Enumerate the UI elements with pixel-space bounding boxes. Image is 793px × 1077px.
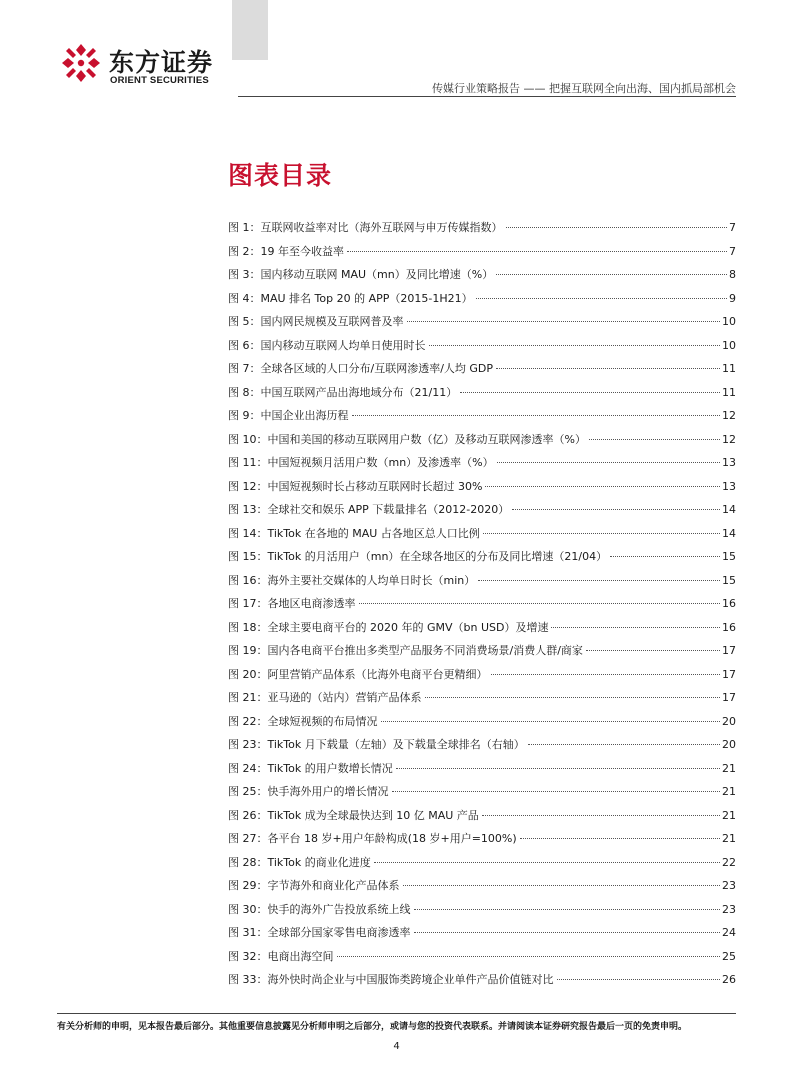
toc-entry[interactable] [228, 313, 736, 337]
toc-entry-page[interactable]: 21 [722, 761, 736, 775]
toc-entry[interactable] [228, 548, 736, 572]
toc-entry[interactable] [228, 266, 736, 290]
toc-entry-label[interactable]: 图 32：电商出海空间 [228, 949, 334, 963]
toc-dot-leader [491, 674, 721, 675]
toc-entry[interactable] [228, 736, 736, 760]
toc-entry-label[interactable]: 图 18：全球主要电商平台的 2020 年的 GMV（bn USD）及增速 [228, 620, 549, 634]
toc-dot-leader [414, 932, 721, 933]
toc-dot-leader [482, 815, 720, 816]
toc-entry-page[interactable]: 7 [729, 244, 736, 258]
toc-entry[interactable] [228, 525, 736, 549]
toc-entry-page[interactable]: 8 [729, 268, 736, 281]
report-header-title: 传媒行业策略报告 —— 把握互联网全向出海、国内抓局部机会 [432, 82, 736, 95]
toc-dot-leader [497, 462, 720, 463]
toc-entry-label[interactable]: 图 19：国内各电商平台推出多类型产品服务不同消费场景/消费人群/商家 [228, 644, 583, 657]
toc-entry-page[interactable]: 20 [722, 738, 736, 751]
toc-entry[interactable] [228, 689, 736, 713]
toc-dot-leader [478, 580, 720, 581]
toc-entry-label[interactable]: 图 30：快手的海外广告投放系统上线 [228, 902, 411, 916]
toc-entry-page[interactable]: 12 [722, 432, 736, 446]
toc-dot-leader [429, 345, 721, 346]
toc-entry[interactable] [228, 501, 736, 525]
toc-entry-label[interactable]: 图 25：快手海外用户的增长情况 [228, 785, 389, 798]
toc-entry-label[interactable]: 图 31：全球部分国家零售电商渗透率 [228, 926, 411, 939]
toc-entry[interactable] [228, 948, 736, 972]
toc-entry-page[interactable]: 17 [722, 644, 736, 657]
toc-entry-label[interactable]: 图 28：TikTok 的商业化进度 [228, 855, 371, 869]
toc-entry-page[interactable]: 14 [722, 526, 736, 540]
page-number: 4 [393, 1041, 400, 1052]
toc-entry[interactable] [228, 760, 736, 784]
toc-entry-page[interactable]: 21 [722, 785, 736, 798]
toc-dot-leader [347, 251, 727, 252]
toc-entry-label[interactable]: 图 7：全球各区域的人口分布/互联网渗透率/人均 GDP [228, 362, 494, 375]
toc-entry[interactable] [228, 290, 736, 314]
toc-entry-label[interactable]: 图 13：全球社交和娱乐 APP 下载量排名（2012-2020） [228, 503, 510, 516]
toc-dot-leader [483, 533, 720, 534]
toc-entry-page[interactable]: 21 [722, 808, 736, 822]
toc-entry-label[interactable]: 图 16：海外主要社交媒体的人均单日时长（min） [228, 573, 476, 587]
toc-entry[interactable] [228, 407, 736, 431]
toc-entry-label[interactable]: 图 9：中国企业出海历程 [228, 409, 349, 422]
toc-dot-leader [414, 909, 721, 910]
toc-dot-leader [403, 885, 721, 886]
toc-dot-leader [610, 556, 720, 557]
toc-dot-leader [496, 368, 720, 369]
toc-entry-label[interactable]: 图 21：亚马逊的（站内）营销产品体系 [228, 691, 422, 704]
toc-entry-page[interactable]: 13 [722, 456, 736, 469]
toc-entry-page[interactable]: 16 [722, 620, 736, 634]
toc-entry-page[interactable]: 23 [722, 902, 736, 916]
toc-dot-leader [460, 392, 720, 393]
toc-dot-leader [485, 486, 720, 487]
brand-logo [60, 42, 250, 88]
toc-entry[interactable] [228, 384, 736, 408]
toc-dot-leader [528, 744, 720, 745]
toc-entry-label[interactable]: 图 6：国内移动互联网人均单日使用时长 [228, 338, 426, 352]
orient-logo-icon [60, 42, 102, 84]
toc-entry-label[interactable]: 图 14：TikTok 在各地的 MAU 占各地区总人口比例 [228, 526, 480, 540]
brand-name-en: ORIENT SECURITIES [110, 75, 209, 86]
toc-entry-page[interactable]: 14 [722, 503, 736, 516]
toc-entry-label[interactable]: 图 1：互联网收益率对比（海外互联网与申万传媒指数） [228, 221, 503, 234]
toc-entry-page[interactable]: 15 [722, 550, 736, 563]
toc-entry-page[interactable]: 21 [722, 832, 736, 845]
toc-entry-label[interactable]: 图 24：TikTok 的用户数增长情况 [228, 761, 393, 775]
toc-entry[interactable] [228, 478, 736, 502]
toc-entry[interactable] [228, 971, 736, 995]
toc-entry-page[interactable]: 11 [722, 385, 736, 399]
toc-dot-leader [586, 650, 720, 651]
header-divider [238, 96, 736, 97]
toc-entry[interactable] [228, 854, 736, 878]
toc-entry-label[interactable]: 图 23：TikTok 月下载量（左轴）及下载量全球排名（右轴） [228, 738, 525, 751]
toc-entry-page[interactable]: 17 [722, 691, 736, 704]
toc-entry-page[interactable]: 24 [722, 926, 736, 939]
toc-entry-label[interactable]: 图 22：全球短视频的布局情况 [228, 714, 378, 728]
toc-entry-label[interactable]: 图 20：阿里营销产品体系（比海外电商平台更精细） [228, 667, 488, 681]
brand-name-cn: 东方证券 [109, 48, 214, 77]
toc-dot-leader [337, 956, 721, 957]
toc-dot-leader [496, 274, 727, 275]
toc-entry-label[interactable]: 图 11：中国短视频月活用户数（mn）及渗透率（%） [228, 456, 494, 469]
toc-entry[interactable] [228, 924, 736, 948]
toc-entry[interactable] [228, 619, 736, 643]
toc-entry[interactable] [228, 572, 736, 596]
toc-entry-label[interactable]: 图 8：中国互联网产品出海地域分布（21/11） [228, 385, 458, 399]
toc-entry[interactable] [228, 713, 736, 737]
toc-dot-leader [520, 838, 720, 839]
toc-dot-leader [551, 627, 720, 628]
toc-entry[interactable] [228, 454, 736, 478]
toc-entry[interactable] [228, 830, 736, 854]
toc-dot-leader [396, 768, 720, 769]
toc-entry-label[interactable]: 图 27：各平台 18 岁+用户年龄构成(18 岁+用户=100%) [228, 832, 517, 845]
toc-entry-page[interactable]: 9 [729, 291, 736, 305]
toc-entry-page[interactable]: 23 [722, 879, 736, 892]
toc-entry[interactable] [228, 783, 736, 807]
toc-entry-page[interactable]: 7 [729, 221, 736, 234]
footer-divider [57, 1013, 736, 1014]
toc-entry-label[interactable]: 图 10：中国和美国的移动互联网用户数（亿）及移动互联网渗透率（%） [228, 432, 586, 446]
toc-dot-leader [512, 509, 720, 510]
toc-dot-leader [425, 697, 721, 698]
toc-entry-label[interactable]: 图 15：TikTok 的月活用户（mn）在全球各地区的分布及同比增速（21/04） [228, 550, 608, 563]
toc-dot-leader [359, 603, 721, 604]
toc-dot-leader [381, 721, 721, 722]
toc-entry[interactable] [228, 901, 736, 925]
toc-entry-page[interactable]: 15 [722, 573, 736, 587]
toc-entry[interactable] [228, 360, 736, 384]
toc-entry-label[interactable]: 图 29：字节海外和商业化产品体系 [228, 879, 400, 892]
toc-entry-label[interactable]: 图 17：各地区电商渗透率 [228, 597, 356, 610]
toc-dot-leader [352, 415, 721, 416]
toc-entry[interactable] [228, 431, 736, 455]
toc-entry[interactable] [228, 243, 736, 267]
footer-disclaimer: 有关分析师的申明，见本报告最后部分。其他重要信息披露见分析师申明之后部分，或请与您的投资代表联系。并请阅读本证券研究报告最后一页的免责申明。 [57, 1022, 688, 1032]
toc-dot-leader [589, 439, 720, 440]
toc-dot-leader [407, 321, 721, 322]
toc-entry-page[interactable]: 26 [722, 973, 736, 986]
toc-entry-label[interactable]: 图 26：TikTok 成为全球最快达到 10 亿 MAU 产品 [228, 808, 479, 822]
toc-entry-label[interactable]: 图 12：中国短视频时长占移动互联网时长超过 30% [228, 479, 483, 493]
toc-entry-page[interactable]: 10 [722, 338, 736, 352]
toc-entry-page[interactable]: 17 [722, 667, 736, 681]
toc-dot-leader [374, 862, 720, 863]
toc-entry[interactable] [228, 595, 736, 619]
toc-entry-label[interactable]: 图 2：19 年至今收益率 [228, 244, 344, 258]
toc-entry-label[interactable]: 图 5：国内网民规模及互联网普及率 [228, 315, 404, 328]
toc-entry-page[interactable]: 25 [722, 949, 736, 963]
toc-entry-page[interactable]: 11 [722, 362, 736, 375]
toc-entry[interactable] [228, 877, 736, 901]
toc-title: 图表目录 [228, 161, 333, 190]
toc-entry-page[interactable]: 22 [722, 855, 736, 869]
toc-dot-leader [506, 227, 728, 228]
toc-entry[interactable] [228, 337, 736, 361]
toc-entry[interactable] [228, 666, 736, 690]
toc-entry-page[interactable]: 10 [722, 315, 736, 328]
toc-entry[interactable] [228, 642, 736, 666]
toc-dot-leader [476, 298, 727, 299]
toc-entry[interactable] [228, 807, 736, 831]
toc-entry-page[interactable]: 12 [722, 409, 736, 422]
toc-entry-page[interactable]: 20 [722, 714, 736, 728]
toc-entry-label[interactable]: 图 4：MAU 排名 Top 20 的 APP（2015-1H21） [228, 291, 473, 305]
toc-entry-label[interactable]: 图 3：国内移动互联网 MAU（mn）及同比增速（%） [228, 268, 494, 281]
toc-entry-page[interactable]: 16 [722, 597, 736, 610]
toc-dot-leader [557, 979, 721, 980]
toc-entry[interactable] [228, 219, 736, 243]
toc-entry-label[interactable]: 图 33：海外快时尚企业与中国服饰类跨境企业单件产品价值链对比 [228, 973, 554, 986]
toc-entry-page[interactable]: 13 [722, 479, 736, 493]
figure-toc-list [228, 219, 736, 995]
toc-dot-leader [392, 791, 721, 792]
